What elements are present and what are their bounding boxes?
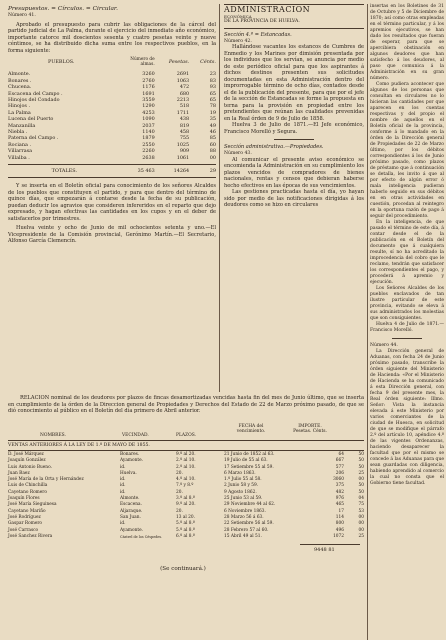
distribution-table xyxy=(8,57,216,181)
number-heading: Número 41. xyxy=(8,13,36,18)
paragraph-r4: Los Señores Alcaldes de los pueblos enclavados de tan ilustre particular de este provincia, evitando se eleva á sus administrados los molestias que son consiguientes. xyxy=(370,286,444,321)
paragraph-estancos: Hallándose vacantes los estancos de Cumbres de Enmedio y los Marines por dimisión presentada por los individuos que los servían, se anuncia por medio de este periódico oficial para que los aspirantes á dichos destinos presenten sus solicitudes documentadas en esta Administración dentro del improrrogable término de ocho días, contados desde el de la publicación del presente, para que por el jefe de la sección de Estancadas se forme la propuesta en terna para la provisión en propiedad entre los pretendientes que reúnan las cualidades prevenidas en la Real órden de 9 de Julio de 1858. xyxy=(224,44,364,122)
table-row: Paterna del Campo . 1879 755 85 xyxy=(8,135,216,142)
table-row: Escacena del Campo . 1691 680 65 xyxy=(8,90,216,97)
table-row: D. José Márquez Bonares. 9.º al 20. 21 Junio de 1852 al 63. 64 50 xyxy=(8,452,364,457)
table-row: Hinojos del Condado 3559 2213 65 xyxy=(8,96,216,103)
header-vecindad: VECINDAD. xyxy=(122,433,149,438)
table-row: Bonares . 2760 1063 83 xyxy=(8,77,216,84)
table-row: José Rodríguez San Juan. 13 al 20. 28 Marzo 56 á 63. 114 00 xyxy=(8,514,364,520)
number-43: Número 43. xyxy=(224,150,252,156)
header-importe: IMPORTE. Pesetas. Cénts. xyxy=(293,424,327,434)
header-fecha: FECHA del vencimiento. xyxy=(236,424,266,434)
signature-42: Huelva 3 de Julio de 1871.—El Jefe económico, Francisco Morelló y Segura. xyxy=(224,122,364,135)
table-row: Lucena del Puerto 1090 438 35 xyxy=(8,116,216,123)
section-heading: Presupuestos. = Círculos. = Circular. xyxy=(8,6,118,12)
col-cents: Cénts. xyxy=(200,59,216,66)
table-row: Manzanilla 2037 819 49 xyxy=(8,122,216,129)
administration-sub1: ECONÓMICA xyxy=(224,13,252,19)
totals-row: TOTALES. 35 463 14264 29 xyxy=(51,167,216,174)
col-pueblos: PUEBLOS. xyxy=(48,59,75,66)
paragraph-r2: Como pudiera acontecer que algunos de los personas que consultan en circulares no lo hicieran las cantidades por que aparecen en los cuentas respectivas y del propio el nombre de aquellos en el Boletín oficial de la provincia, conforme á lo mandado en la órden de la Dirección general de Propiedades de 22 de Marzo último, por los débitos correspondientes á los de Junio próximo pasado, como plazos de préstamo que á continuación se detalla, les invito á que al por efecto de algún error ó mala inteligencia pudieran haberlo seguido en sus débitos en en otras actividades en cuestión, procedan al reintegro en la oportuna razón de pago á seguir del procedimiento. xyxy=(370,82,444,219)
header-plazos: PLAZOS. xyxy=(176,433,196,438)
table-row: Cayetano Romero id. 20. 9 Agosto 1862. 482 50 xyxy=(8,489,364,495)
section-estancadas: Sección 4.ª = Estancadas. xyxy=(224,32,292,39)
middle-column xyxy=(224,4,364,209)
administration-sub2: DE LA PROVINCIA DE HUELVA. xyxy=(224,19,300,25)
column-rule-1 xyxy=(219,4,220,392)
number-44: Número 44. xyxy=(370,343,398,348)
ventas-title: VENTAS ANTERIORES Á LA LEY DE 1.º DE MAYO DE 1855. xyxy=(8,443,150,448)
paragraph-r5: La Dirección general de Aduanas, con fecha 24 de Junio próximo pasado, transcribe la órden siguiente del Ministerio de Hacienda: «Por el Ministerio de Hacienda se ha comunicado á esta Dirección general, con fecha 9 del presente mes, la Real órden siguiente: Illmo. Señor: Vista la instancia elevada á este Ministerio por varios comerciantes de la ciudad de Huesca, en solicitud de que se modifique el párrafo 2.º del artículo 10, apéndice 4.º de las vigentes Ordenanzas, haciendo desaparecer la facultad que por el mismo se concede á las Aduanas para que sean guardadas con diligencia, habiendo aprendido al comercio la cual no consta que el Gobierno tiene facultad. xyxy=(370,348,444,486)
table-row: José Sanchez Rivera Cástrel de los Céspedes. 6.º al 8.º 15 Abril 49 al 51. 1072 25 xyxy=(8,533,364,539)
table-row: José María Sieguinesa Escacena. 9.º al 20. 29 Noviembre 44 al 62. 465 75 xyxy=(8,502,364,508)
column-rule-2 xyxy=(367,4,368,640)
number-42: Número 42. xyxy=(224,38,252,44)
table-row: Rociana . 2550 1025 60 xyxy=(8,141,216,148)
table-row: José Carrasco Ayamonte. 5.º al 8.º 28 Febrero 57 al 60. 496 00 xyxy=(8,527,364,533)
table-row: Luis de Chinchilla id. 7.º y 8.º 2 Junio 58 y 59. 375 50 xyxy=(8,483,364,489)
table-row: Hinojos . 1290 518 78 xyxy=(8,103,216,110)
table-row: Luis Antonio Bueno. id. 2.º al 10. 17 Setiembre 55 al 59. 577 50 xyxy=(8,464,364,470)
table-row: Joaquín González Ayamonte. 2.º al 10. 19 Julio de 55 al 63. 667 50 xyxy=(8,458,364,464)
relacion-text: RELACION nominal de los deudores por plazos de fincas desamortizadas vencidas hasta fin del mes de Junio último, que se inserta en cumplimiento de la órden de la Direccion general de Propiedades y Derechos del Estado de 22 de Marzo próximo pasado, de que se dió conocimiento al público en el Boletín del día primero de Abril anterior. xyxy=(8,395,364,414)
table-row: Villalba . 2638 1061 00 xyxy=(8,154,216,161)
table-row: Almonte. 3260 2691 23 xyxy=(8,71,216,78)
right-column xyxy=(370,4,444,487)
table-row: Juan Baez Huelva. 20. 6 Marzo 1863. 206 25 xyxy=(8,470,364,476)
col-habitantes: Número de almas. xyxy=(130,57,155,68)
col-pesetas: Pesetas. xyxy=(168,59,190,66)
left-column xyxy=(8,6,216,245)
continuara-note: (Se continuará.) xyxy=(160,566,206,572)
table-row: Chucena. 1176 472 93 xyxy=(8,84,216,91)
paragraph-signature: Huelva veinte y ocho de Junio de mil ochocientos setenta y uno.—El Vicepresidente de la Comisión provincial, Gerónimo Martín.—El Secretario, Alfonso García Clemencín. xyxy=(8,225,216,245)
signature-r: Huelva 4 de Julio de 1871.—Francisco Morelló. xyxy=(370,322,444,333)
section-propiedades: Sección administrativa.—Propiedades. xyxy=(224,144,324,151)
table-row: Joaquín Flores Almonte. 3.º al 8.º 25 Junio 53 al 59. 976 04 xyxy=(8,496,364,502)
paragraph-aviso: Al comunicar el presente aviso económico se encomienda la Administración en su cumplimiento los plazos vencidos de compradores de bienes nacionales, rentas y censos que debieran haberse hecho efectivos en las épocas de sus vencimientos. xyxy=(224,156,364,189)
table-row: Gaspar Romero id. 5.º al 8.º 22 Setiembre 56 al 59. 800 00 xyxy=(8,521,364,527)
table-row: La Palma 4253 1711 19 xyxy=(8,109,216,116)
paragraph-intro: Aprobado el presupuesto para cubrir las obligaciones de la cárcel del partido judicial de La Palma, durante el ejercicio del inmediato año económico, importante catorce mil doscientos sesenta y cuatro pesetas veinte y nueve céntimos, se ha distribuido dicha suma entre los respectivos pueblos, en la forma siguiente: xyxy=(8,21,216,54)
deudores-table xyxy=(8,452,364,540)
paragraph-gestiones: Las gestiones practicadas hasta el día, yo hayan sido por medio de las notificaciones dirigidas á los deudores como se hizo en circulares xyxy=(224,189,364,209)
header-nombres: NOMBRES. xyxy=(40,433,66,438)
table-row: Villarrasa 2260 909 88 xyxy=(8,148,216,155)
paragraph-publication: Y se inserta en el Boletín oficial para conocimiento de los señores Alcaldes de los pueblos que constituyen el partido, y para que dentro del término de quince días, que empezarán á contarse desde la fecha de su publicación, puedan deducir los agravios que consideren infereridos en el reparto que dejo expresado, y hagan efectivas las cantidades en los cupos y en el deber de satisfacerlos por trimestres. xyxy=(8,183,216,222)
table-row: José María de la Orta y Hernández id. 4.º al 10. 1.º Julio 55 al 58. 3060 00 xyxy=(8,477,364,483)
table-row: Niebla . 1140 458 46 xyxy=(8,128,216,135)
relacion-section xyxy=(8,395,364,415)
table-row: Cayetano Mariño Aljaraque. 20. 6 Noviembre 1863. 17 53 xyxy=(8,508,364,514)
total-sum: 9448 81 xyxy=(314,547,335,553)
administration-title: ADMINISTRACION xyxy=(224,5,311,14)
paragraph-r3: En la inteligencia, de que pasado el término de este día, á contar desde el de la publicación en el Boletín del documento que á cualquiera resulte, sí no ha acreditado la improcedencia del cobro que le reclamo, tendrán que satisfacer los correspondientes el pago, y procederá á apremio y ejecución. xyxy=(370,220,444,285)
paragraph-r1: insertas en los Boletines de 31 de Octubre y 5 de Diciembre de 1870; así como otras empleadas en el término particular, y á los apremios ejecutivos, se han dado los resultados que fueran de esperar, para que se apercibiera obstinación en algunos deudores que han satisfecho á los deudores, al paso que comunica á la Administración en su gran número. xyxy=(370,4,444,81)
